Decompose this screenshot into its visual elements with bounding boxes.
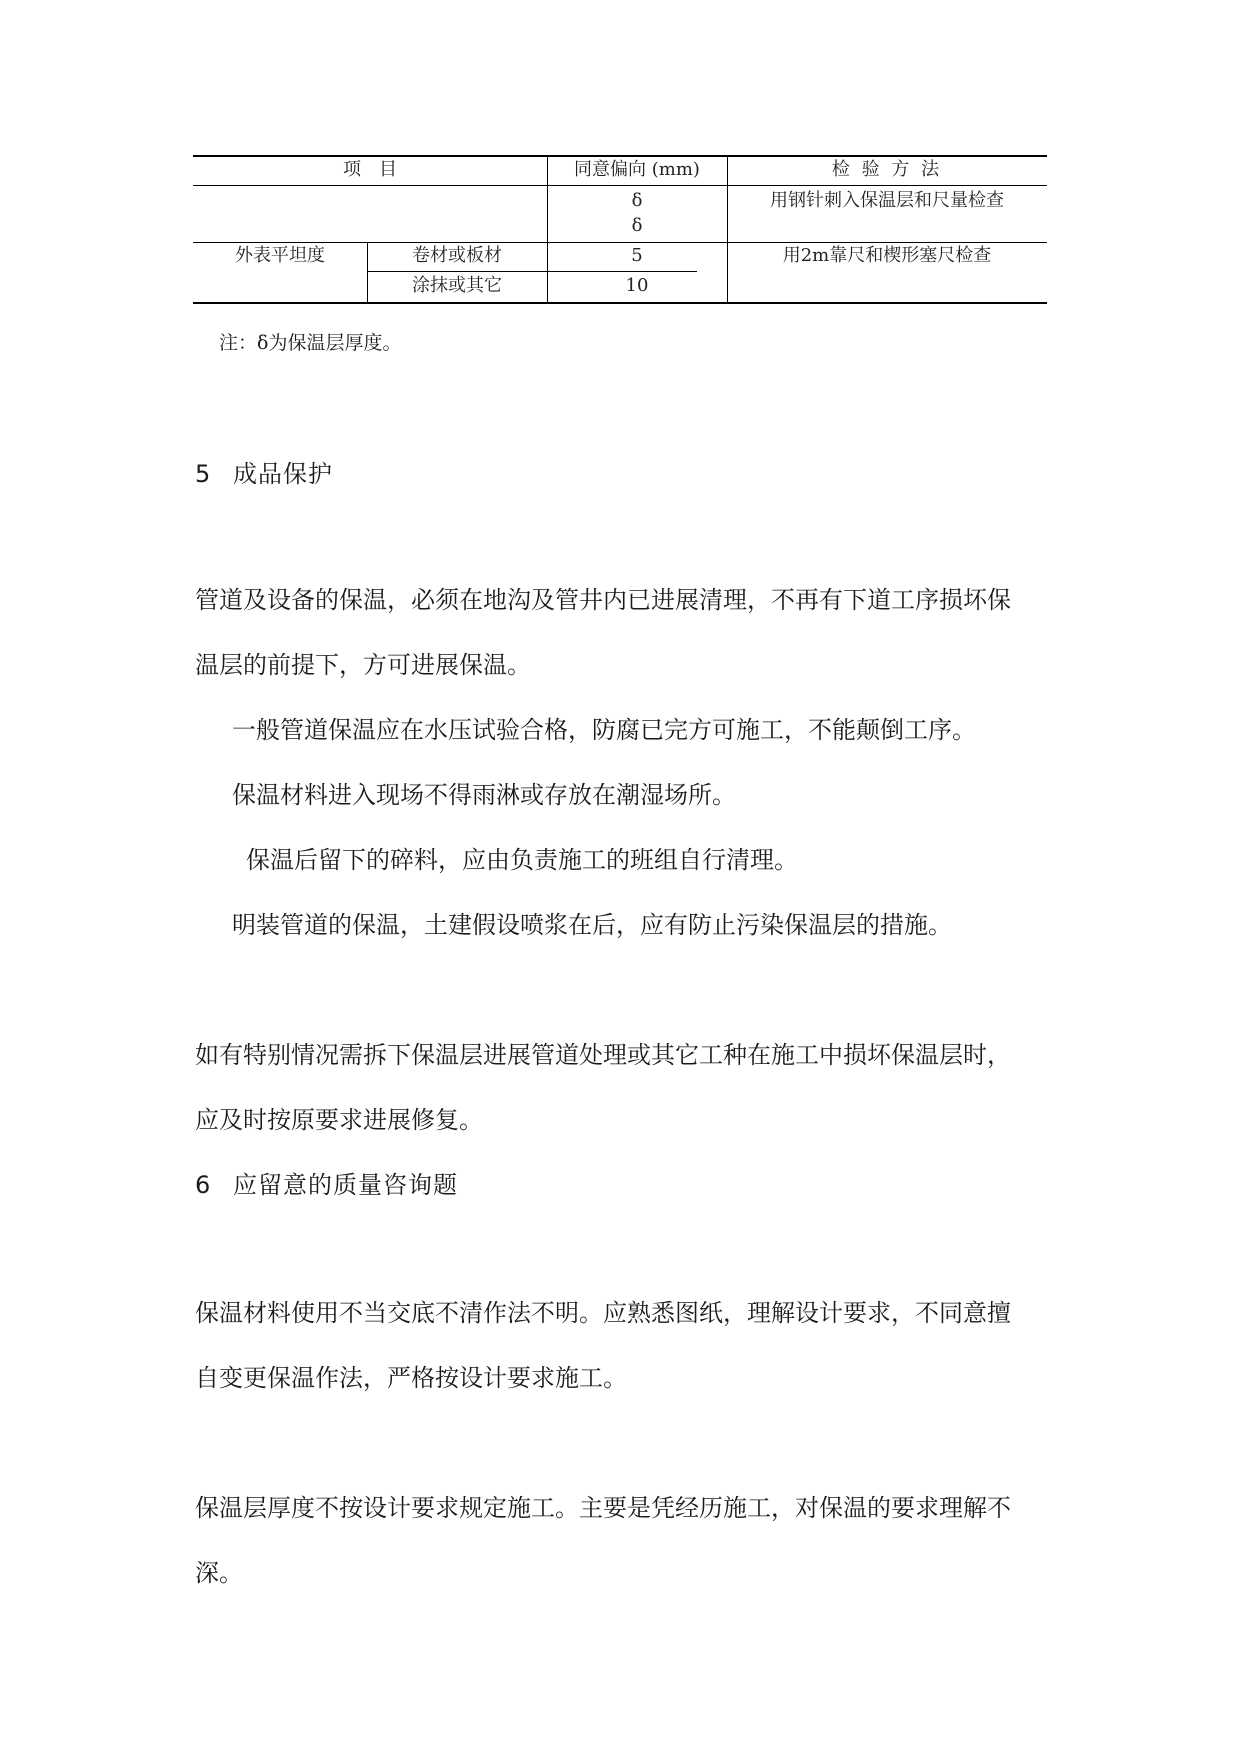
table-bottom-rule bbox=[193, 302, 1047, 304]
table-cell-deviation: δ bbox=[631, 215, 643, 236]
table-cell-method: 用2m靠尺和楔形塞尺检查 bbox=[782, 245, 992, 266]
paragraph-line: 如有特别情况需拆下保温层进展管道处理或其它工种在施工中损坏保温层时， bbox=[195, 1041, 1011, 1069]
table-header-method: 检 验 方 法 bbox=[831, 159, 943, 180]
section-number: 5 bbox=[195, 460, 212, 488]
paragraph-line: 保温后留下的碎料，应由负责施工的班组自行清理。 bbox=[246, 846, 798, 874]
paragraph-line: 明装管道的保温，土建假设喷浆在后，应有防止污染保温层的措施。 bbox=[232, 911, 952, 939]
section-title: 应留意的质量咨询题 bbox=[233, 1171, 458, 1199]
table-cell-item: 外表平坦度 bbox=[235, 245, 325, 266]
table-note: 注：δ为保温层厚度。 bbox=[219, 332, 402, 354]
table-header-rule bbox=[193, 185, 1047, 186]
table-subrow-rule bbox=[367, 271, 697, 272]
table-cell-method: 用钢针刺入保温层和尺量检查 bbox=[770, 190, 1004, 211]
section-heading bbox=[195, 1165, 458, 1200]
table-top-rule bbox=[193, 155, 1047, 157]
section-heading bbox=[195, 454, 333, 489]
table-cell-deviation: 5 bbox=[631, 245, 643, 266]
paragraph-line: 保温层厚度不按设计要求规定施工。主要是凭经历施工，对保温的要求理解不 bbox=[195, 1494, 1011, 1522]
table-cell-deviation: 10 bbox=[625, 275, 649, 296]
paragraph-line: 自变更保温作法，严格按设计要求施工。 bbox=[195, 1364, 627, 1392]
paragraph-line: 深。 bbox=[195, 1559, 243, 1587]
table-cell-subitem: 卷材或板材 bbox=[412, 245, 502, 266]
paragraph-line: 应及时按原要求进展修复。 bbox=[195, 1106, 483, 1134]
table-header-item: 项 目 bbox=[343, 159, 397, 180]
paragraph-line: 管道及设备的保温，必须在地沟及管井内已进展清理，不再有下道工序损坏保 bbox=[195, 586, 1011, 614]
table-cell-deviation: δ bbox=[631, 190, 643, 211]
table-header-deviation: 同意偏向 (mm) bbox=[574, 159, 700, 180]
table-cell-subitem: 涂抹或其它 bbox=[412, 275, 502, 296]
table-row-rule bbox=[193, 242, 1047, 243]
paragraph-line: 保温材料使用不当交底不清作法不明。应熟悉图纸，理解设计要求，不同意擅 bbox=[195, 1299, 1011, 1327]
section-number: 6 bbox=[195, 1171, 212, 1199]
section-title: 成品保护 bbox=[233, 460, 333, 488]
paragraph-line: 温层的前提下，方可进展保温。 bbox=[195, 651, 531, 679]
paragraph-line: 一般管道保温应在水压试验合格，防腐已完方可施工，不能颠倒工序。 bbox=[232, 716, 976, 744]
paragraph-line: 保温材料进入现场不得雨淋或存放在潮湿场所。 bbox=[232, 781, 736, 809]
inspection-table bbox=[193, 155, 1047, 305]
